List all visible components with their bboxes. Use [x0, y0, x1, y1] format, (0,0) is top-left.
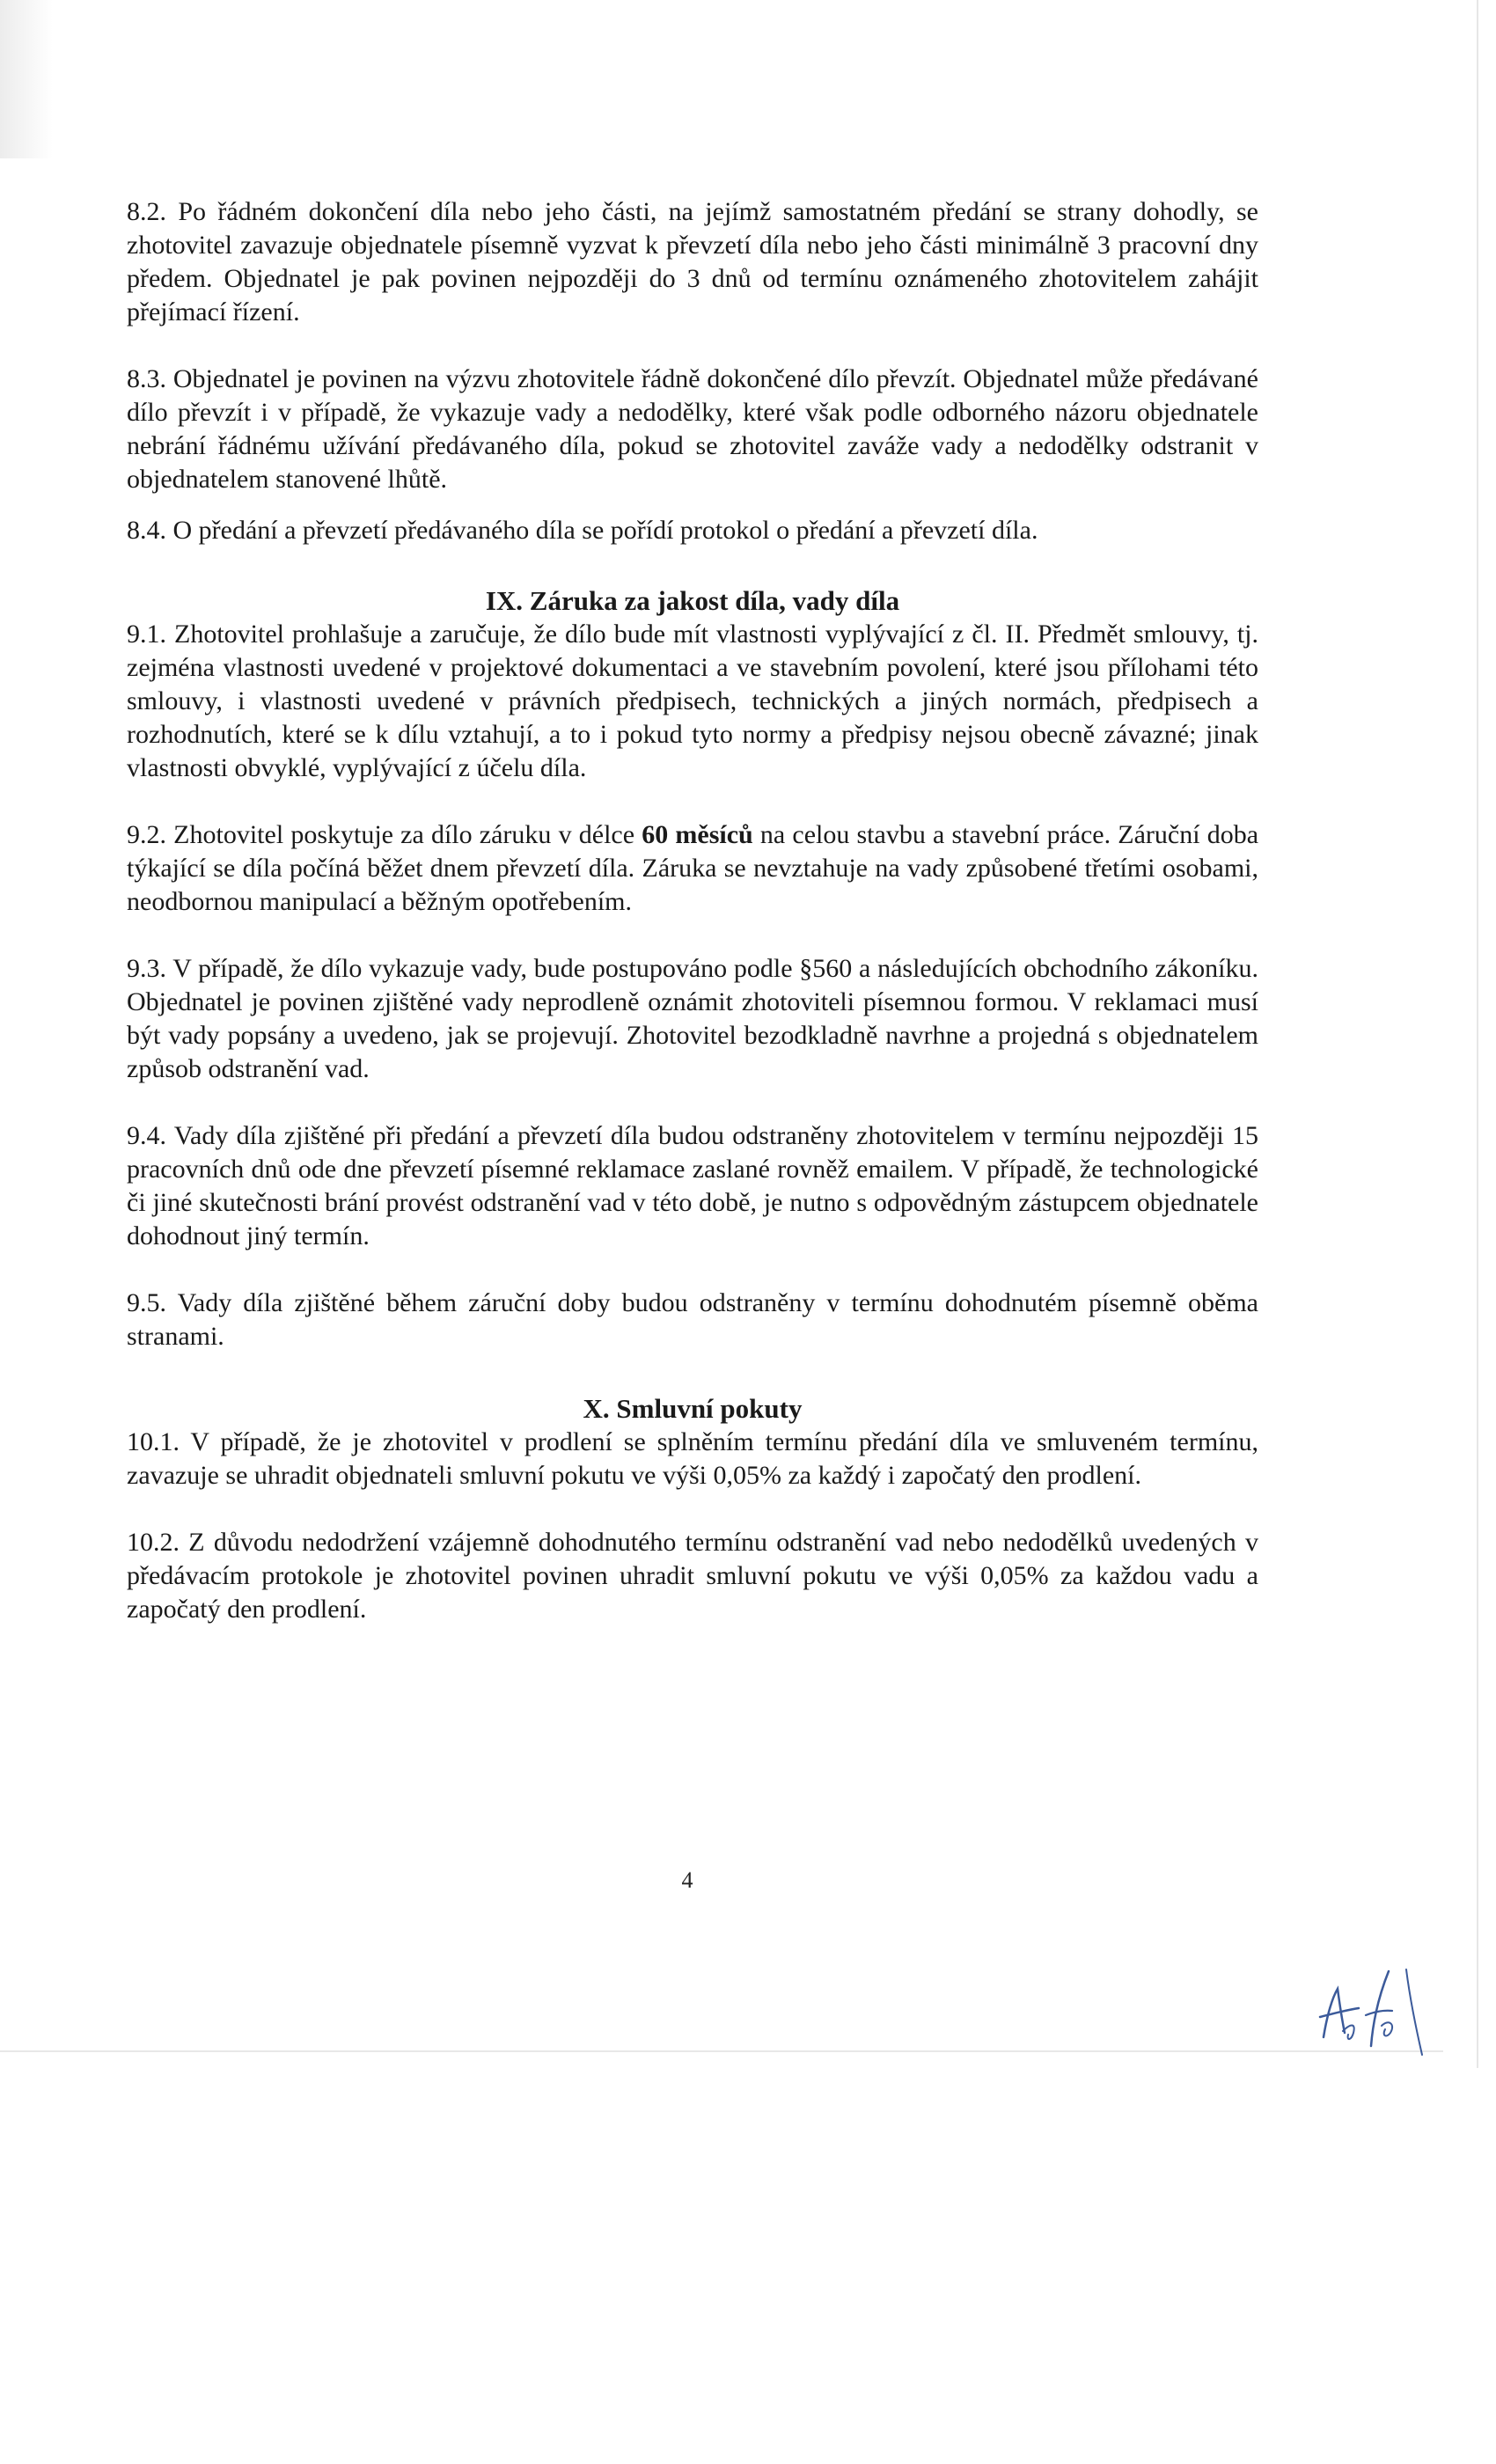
paragraph-text: V případě, že je zhotovitel v prodlení se splněním termínu předání díla ve smluveném termínu, zavazuje se uhradit objednateli smluvní pokutu ve výši 0,05% za každý i započatý den prodlení.	[127, 1427, 1258, 1490]
paragraph-text: V případě, že dílo vykazuje vady, bude postupováno podle §560 a následujících obchodního zákoníku. Objednatel je povinen zjištěné vady neprodleně oznámit zhotoviteli písemnou formou. V reklamaci musí být vady popsány a uvedeno, jak se projevují. Zhotovitel bezodkladně navrhne a projedná s objednatelem způsob odstranění vad.	[127, 954, 1258, 1083]
paragraph-text: na celou stavbu a stavební práce. Záruční doba týkající se díla počíná běžet dnem převzetí díla. Záruka se nevztahuje na vady způsobené třetími osobami, neodbornou manipulací a běžným opotřebením.	[127, 820, 1259, 916]
paragraph-8-2	[127, 195, 1258, 329]
warranty-period: 60 měsíců	[642, 820, 753, 849]
paragraph-text: Zhotovitel prohlašuje a zaručuje, že dílo bude mít vlastnosti vyplývající z čl. II. Předmět smlouvy, tj. zejména vlastnosti uvedené v projektové dokumentaci a ve stavebním povolení, které jsou přílohami této smlouvy, i vlastnosti uvedené v právních předpisech, technických a jiných normách, předpisech a rozhodnutích, které se k dílu vztahují, a to i pokud tyto normy a předpisy nejsou obecně závazné; jinak vlastnosti obvyklé, vyplývající z účelu díla.	[127, 620, 1259, 782]
paragraph-text: Po řádném dokončení díla nebo jeho části, na jejímž samostatném předání se strany dohodly, se zhotovitel zavazuje objednatele písemně vyzvat k převzetí díla nebo jeho části minimálně 3 pracovní dny předem. Objednatel je pak povinen nejpozději do 3 dnů od termínu oznámeného zhotovitelem zahájit přejímací řízení.	[127, 197, 1259, 326]
paragraph-text: Vady díla zjištěné během záruční doby budou odstraněny v termínu dohodnutém písemně oběma stranami.	[127, 1288, 1259, 1351]
section-heading-x: X. Smluvní pokuty	[583, 1393, 803, 1424]
paragraph-number: 10.2.	[127, 1528, 180, 1557]
document-body	[127, 195, 1258, 1626]
scan-edge	[0, 2050, 1443, 2052]
paragraph-9-3	[127, 952, 1258, 1086]
paragraph-number: 9.2.	[127, 820, 166, 849]
paragraph-9-4	[127, 1119, 1258, 1253]
paragraph-number: 9.5.	[127, 1288, 166, 1317]
paragraph-9-1	[127, 618, 1258, 785]
paragraph-10-2	[127, 1526, 1258, 1626]
paragraph-9-5	[127, 1287, 1258, 1353]
paragraph-text: O předání a převzetí předávaného díla se pořídí protokol o předání a převzetí díla.	[172, 516, 1038, 545]
section-heading-ix: IX. Záruka za jakost díla, vady díla	[485, 585, 900, 616]
paragraph-10-1	[127, 1426, 1258, 1492]
paragraph-number: 8.2.	[127, 197, 166, 226]
paragraph-number: 9.1.	[127, 620, 166, 649]
paragraph-number: 8.4.	[127, 516, 166, 545]
paragraph-9-2	[127, 818, 1258, 919]
paragraph-number: 8.3.	[127, 364, 166, 393]
paragraph-number: 10.1.	[127, 1427, 180, 1456]
paragraph-text: Z důvodu nedodržení vzájemně dohodnutého termínu odstranění vad nebo nedodělků uvedených v předávacím protokole je zhotovitel povinen uhradit smluvní pokutu ve výši 0,05% za každou vadu a započatý den prodlení.	[127, 1528, 1258, 1624]
paragraph-text: Vady díla zjištěné při předání a převzetí díla budou odstraněny zhotovitelem v termínu nejpozději 15 pracovních dnů ode dne převzetí písemné reklamace zaslané rovněž emailem. V případě, že technologické či jiné skutečnosti brání provést odstranění vad v této době, je nutno s odpovědným zástupcem objednatele dohodnout jiný termín.	[127, 1121, 1258, 1250]
scan-edge	[1477, 0, 1478, 2068]
signature-icon	[1308, 1962, 1448, 2059]
paragraph-number: 9.4.	[127, 1121, 166, 1150]
paragraph-8-4	[127, 514, 1258, 547]
paragraph-number: 9.3.	[127, 954, 166, 983]
paragraph-text: Objednatel je povinen na výzvu zhotovitele řádně dokončené dílo převzít. Objednatel může předávané dílo převzít i v případě, že vykazuje vady a nedodělky, které však podle odborného názoru objednatele nebrání řádnému užívání předávaného díla, pokud se zhotovitel zaváže vady a nedodělky odstranit v objednatelem stanovené lhůtě.	[127, 364, 1258, 494]
paragraph-8-3	[127, 363, 1258, 496]
page-number: 4	[681, 1867, 693, 1893]
paragraph-text: Zhotovitel poskytuje za dílo záruku v délce	[173, 820, 642, 849]
scan-shadow	[0, 0, 53, 158]
